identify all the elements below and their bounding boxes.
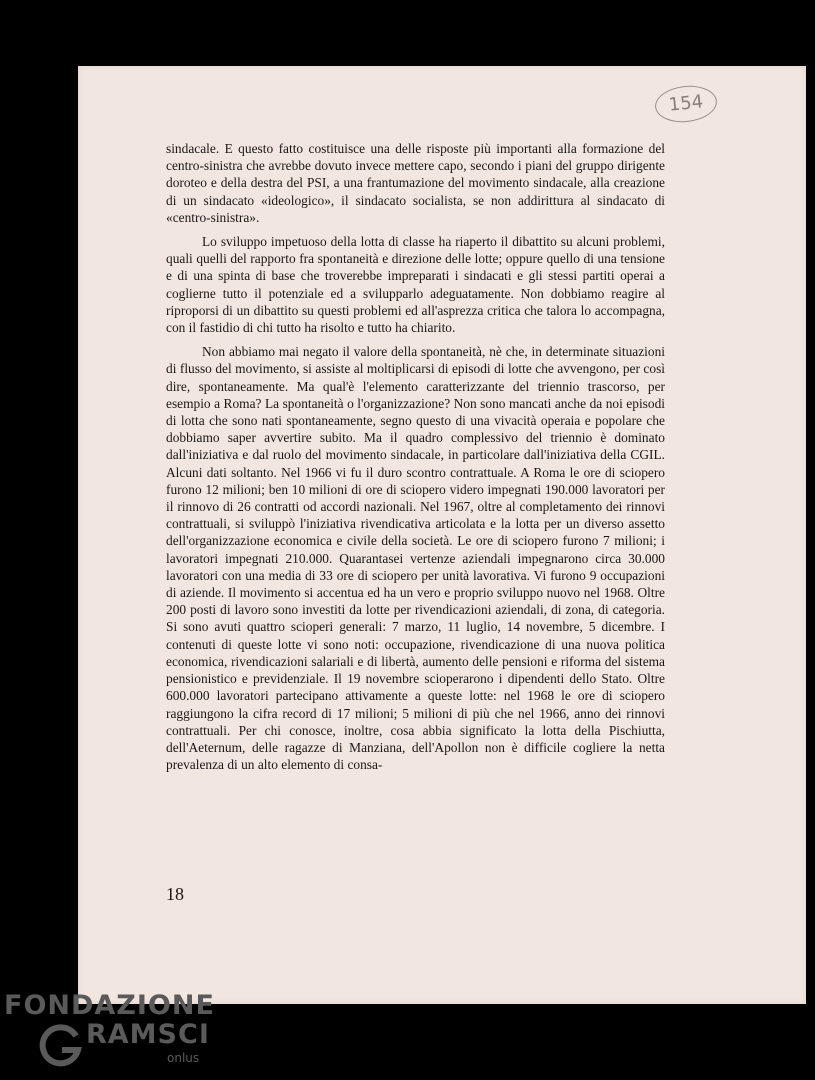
document-body (166, 140, 665, 780)
logo-text-onlus: onlus (167, 1051, 200, 1065)
paragraph-1: sindacale. E questo fatto costituisce una delle risposte più importanti alla formazione del centro-sinistra che avrebbe dovuto invece mettere capo, secondo i piani del gruppo dirigente doroteo e della destra del PSI, a una frantumazione del movimento sindacale, alla creazione di un sindacato «ideologico», il sindacato socialista, se non addirittura al sindacato di «centro-sinistra». (166, 141, 665, 225)
handwritten-page-annotation: 154 (653, 83, 718, 125)
logo-text-fondazione: FONDAZIONE (4, 990, 215, 1021)
paragraph-3: Non abbiamo mai negato il valore della spontaneità, nè che, in determinate situazioni di flusso del movimento, si assiste al moltiplicarsi di episodi di lotte che avvengono, per così dire, spontaneamente. Ma qual'è l'elemento caratterizzante del triennio trascorso, per esempio a Roma? La spontaneità o l'organizzazione? Non sono mancati anche da noi episodi di lotta che sono nati spontaneamente, segno questo di una vivacità operaia e popolare che dobbiamo saper avvertire subito. Ma il quadro complessivo del triennio è dominato dall'iniziativa e dal ruolo del movimento sindacale, in particolare dall'iniziativa della CGIL. Alcuni dati soltanto. Nel 1966 vi fu il duro scontro contrattuale. A Roma le ore di sciopero furono 12 milioni; ben 10 milioni di ore di sciopero videro impegnati 190.000 lavoratori per il rinnovo di 26 contratti od accordi nazionali. Nel 1967, oltre al completamento dei rinnovi contrattuali, si sviluppò l'iniziativa rivendicativa articolata e la lotta per un diverso assetto dell'organizzazione economica e civile della società. Le ore di sciopero furono 7 milioni; i lavoratori impegnati 210.000. Quarantasei vertenze aziendali impegnarono circa 30.000 lavoratori con una media di 33 ore di sciopero per unità lavorativa. Vi furono 9 occupazioni di aziende. Il movimento si accentua ed ha un vero e proprio sviluppo nuovo nel 1968. Oltre 200 posti di lavoro sono investiti da lotte per rivendicazioni aziendali, di zona, di categoria. Si sono avuti quattro scioperi generali: 7 marzo, 11 luglio, 14 novembre, 5 dicembre. I contenuti di queste lotte vi sono noti: occupazione, rivendicazione di una nuova politica economica, rivendicazioni salariali e di libertà, aumento delle pensioni e riforma del sistema pensionistico e previdenziale. Il 19 novembre scioperarono i dipendenti dello Stato. Oltre 600.000 lavoratori partecipano attivamente a queste lotte: nel 1968 le ore di sciopero raggiungono la cifra record di 17 milioni; 5 milioni di più che nel 1966, anno dei rinnovi contrattuali. Per chi conosce, inoltre, cosa abbia significato la lotta della Pischiutta, dell'Aeternum, delle ragazze di Manziana, dell'Apollon non è difficile cogliere la netta prevalenza di un alto elemento di consa- (166, 344, 665, 773)
logo-text-ramsci: RAMSCI (86, 1019, 210, 1050)
logo-g-icon (38, 1024, 82, 1068)
fondazione-gramsci-logo (4, 990, 224, 1074)
paragraph-2: Lo sviluppo impetuoso della lotta di classe ha riaperto il dibattito su alcuni problemi, quali quelli del rapporto fra spontaneità e direzione delle lotte; oppure quello di una tensione e di una spinta di base che troverebbe impreparati i sindacati e gli stessi partiti operai a coglierne tutto il potenziale ed a svilupparlo adeguatamente. Non dobbiamo reagire al riproporsi di un dibattito su questi problemi ed all'asprezza critica che talora lo accompagna, con il fastidio di chi tutto ha risolto e tutto ha chiarito. (166, 234, 665, 336)
page-number: 18 (166, 884, 184, 904)
